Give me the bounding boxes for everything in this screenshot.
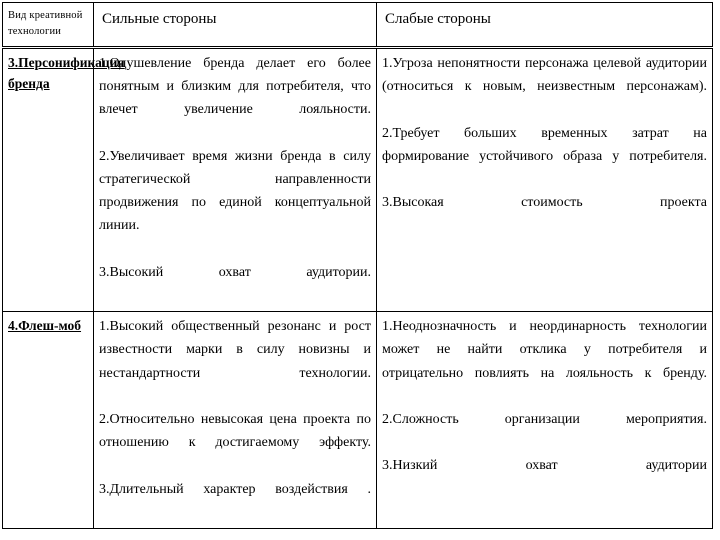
technology-type-label: 4.Флеш-моб — [8, 318, 82, 334]
technology-type-label: 3.Персонификация бренда — [8, 55, 125, 91]
swot-technology-table — [2, 2, 713, 529]
header-cell-technology-type: Вид креативной технологии — [3, 3, 94, 48]
cell-weaknesses — [377, 312, 713, 529]
header-cell-strengths: Сильные стороны — [94, 3, 377, 48]
weakness-item: 2.Требует больших временных затрат на формирование устойчивого образа у потребителя. — [382, 125, 707, 164]
cell-technology-type — [3, 312, 94, 529]
strength-item: 3.Длительный характер воздействия . — [99, 481, 371, 497]
cell-weaknesses — [377, 48, 713, 312]
cell-technology-type — [3, 48, 125, 312]
strength-item: 3.Высокий охват аудитории. — [99, 264, 371, 280]
weakness-item: 3.Низкий охват аудитории — [382, 458, 707, 474]
table-row — [3, 312, 713, 529]
strength-item: 1.Высокий общественный резонанс и рост известности марки в силу новизны и нестандартности технологии. — [99, 319, 371, 381]
table-row — [3, 48, 713, 312]
strength-item: 2.Увеличивает время жизни бренда в силу стратегической направленности продвижения по единой концептуальной линии. — [99, 148, 371, 234]
cell-strengths — [94, 48, 377, 312]
weakness-item: 1.Неоднозначность и неординарность технологии может не найти отклика у потребителя и отрицательно повлиять на лояльность к бренду. — [382, 319, 707, 381]
strength-item: 1.Одушевление бренда делает его более понятным и близким для потребителя, что влечет увеличение лояльности. — [99, 56, 371, 118]
table-header-row — [3, 3, 713, 48]
weakness-item: 1.Угроза непонятности персонажа целевой аудитории (относиться к новым, неизвестным персонажам). — [382, 56, 707, 95]
header-cell-weaknesses: Слабые стороны — [377, 3, 713, 48]
weakness-item: 3.Высокая стоимость проекта — [382, 195, 707, 211]
cell-strengths — [94, 312, 377, 529]
strength-item: 2.Относительно невысокая цена проекта по отношению к достигаемому эффекту. — [99, 412, 371, 451]
weakness-item: 2.Сложность организации мероприятия. — [382, 412, 707, 428]
